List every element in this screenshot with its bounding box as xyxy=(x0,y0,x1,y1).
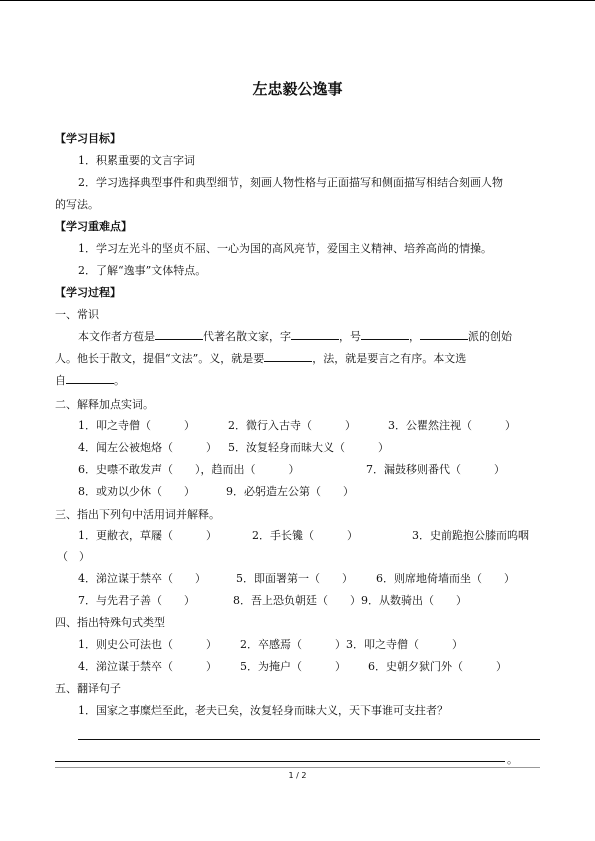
section-5-heading: 五、翻译句子 xyxy=(55,682,121,695)
s4-q2-3: 2．卒感焉（ ）3．叩之寺僧（ ） xyxy=(240,638,463,651)
s4-q4: 4．涕泣谋于禁卒（ ） xyxy=(78,660,217,673)
s3-q5: 5．即面署第一（ ） xyxy=(236,572,353,585)
s3-q8-9: 8．吾上恐负朝廷（ ）9．从数骑出（ ） xyxy=(233,594,467,607)
section-3-heading: 三、指出下列句中活用词并解释。 xyxy=(55,508,220,521)
section-1-line-1: 本文作者方苞是 代著名散文家，字 ，号 ， 派的创始 xyxy=(78,330,512,343)
key-point-2: 2．了解“逸事”文体特点。 xyxy=(78,264,207,277)
key-points-header: 【学习重难点】 xyxy=(55,220,132,233)
document-title: 左忠毅公逸事 xyxy=(252,80,343,98)
section-1-heading: 一、常识 xyxy=(55,308,99,321)
s5-q1: 1．国家之事糜烂至此，老夫已矣，汝复轻身而昧大义，天下事谁可支拄者？ xyxy=(78,704,448,717)
section-2-heading: 二、解释加点实词。 xyxy=(55,398,154,411)
process-header: 【学习过程】 xyxy=(55,286,121,299)
s3-q6: 6．则席地倚墙而坐（ ） xyxy=(376,572,515,585)
goals-header: 【学习目标】 xyxy=(55,132,121,145)
s3-q3-bracket: （ ） xyxy=(57,550,90,563)
section-1-line-3: 自 。 xyxy=(55,374,125,387)
blank-source[interactable] xyxy=(66,373,114,384)
s2-q8: 8．或劝以少休（ ） xyxy=(78,485,195,498)
s2-q9: 9．必躬造左公第（ ） xyxy=(226,485,354,498)
s3-q1: 1．更敝衣，草屦（ ） xyxy=(78,529,217,542)
s4-q5: 5．为掩户（ ） xyxy=(240,660,346,673)
footer-divider xyxy=(55,767,540,768)
blank-yi[interactable] xyxy=(264,351,312,362)
answer-line-1[interactable] xyxy=(78,739,540,740)
key-point-1: 1．学习左光斗的坚贞不屈、一心为国的高风亮节，爱国主义精神、培养高尚的情操。 xyxy=(78,242,492,255)
s3-q7: 7．与先君子善（ ） xyxy=(78,594,195,607)
s2-q4: 4．闻左公被炮烙（ ） xyxy=(78,441,217,454)
answer-line-2[interactable] xyxy=(55,761,505,762)
goal-2: 2．学习选择典型事件和典型细节，刻画人物性格与正面描写和侧面描写相结合刻画人物 xyxy=(78,176,503,189)
s2-q5: 5．汝复轻身而昧大义（ ） xyxy=(228,441,389,454)
s2-q3: 3．公瞿然注视（ ） xyxy=(388,419,516,432)
blank-dynasty[interactable] xyxy=(155,329,203,340)
s3-q4: 4．涕泣谋于禁卒（ ） xyxy=(78,572,206,585)
s4-q6: 6．史朝夕狱门外（ ） xyxy=(368,660,507,673)
s2-q1: 1．叩之寺僧（ ） xyxy=(78,419,195,432)
s3-q3: 3．史前跪抱公膝而呜咽 xyxy=(412,529,529,542)
section-4-heading: 四、指出特殊句式类型 xyxy=(55,616,165,629)
page-number: 1 / 2 xyxy=(288,771,307,780)
section-1-line-2: 人。他长于散文，提倡“文法”。义，就是要 ，法，就是要言之有序。本文选 xyxy=(55,352,467,365)
s2-q7: 7．漏鼓移则番代（ ） xyxy=(366,463,505,476)
goal-1: 1．积累重要的文言字词 xyxy=(78,154,195,167)
blank-courtesy-name[interactable] xyxy=(291,329,339,340)
top-border xyxy=(0,0,595,1)
s4-q1: 1．则史公可法也（ ） xyxy=(78,638,217,651)
goal-2-cont: 的写法。 xyxy=(55,198,99,211)
answer-end-mark: 。 xyxy=(507,753,518,766)
s2-q6: 6．史噤不敢发声（ ），趋而出（ ） xyxy=(78,463,300,476)
blank-school[interactable] xyxy=(420,329,468,340)
s3-q2: 2．手长镵（ ） xyxy=(252,529,358,542)
blank-pseudonym[interactable] xyxy=(361,329,409,340)
s2-q2: 2．微行入古寺（ ） xyxy=(228,419,356,432)
